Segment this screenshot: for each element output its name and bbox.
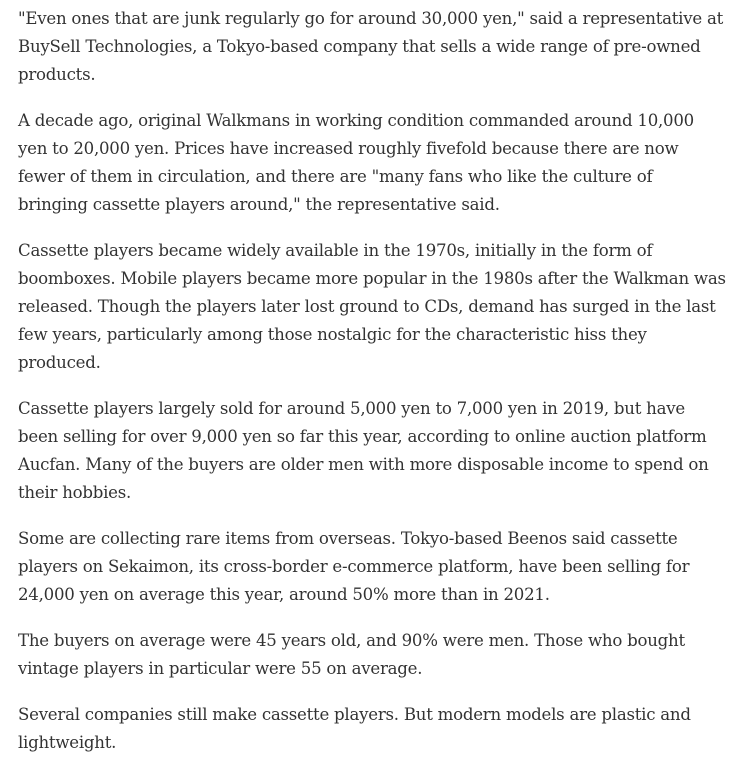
paragraph-modern-models: Several companies still make cassette players. But modern models are plastic and lightweight.	[18, 705, 691, 752]
paragraph-decade-ago: A decade ago, original Walkmans in working condition commanded around 10,000 yen to 20,000 yen. Prices have increased roughly fivefold because there are now fewer of them in circulation, and there are "many fans who like the culture of bringing cassette players around," the representative said.	[18, 111, 694, 214]
paragraph-history: Cassette players became widely available in the 1970s, initially in the form of boomboxes. Mobile players became more popular in the 1980s after the Walkman was released. Though the players later lost ground to CDs, demand has surged in the last few years, particularly among those nostalgic for the characteristic hiss they produced.	[18, 241, 726, 372]
paragraph-2019-prices: Cassette players largely sold for around 5,000 yen to 7,000 yen in 2019, but have been selling for over 9,000 yen so far this year, according to online auction platform Aucfan. Many of the buyers are older men with more disposable income to spend on their hobbies.	[18, 399, 709, 502]
paragraph-overseas: Some are collecting rare items from overseas. Tokyo-based Beenos said cassette players on Sekaimon, its cross-border e-commerce platform, have been selling for 24,000 yen on average this year, around 50% more than in 2021.	[18, 529, 690, 604]
paragraph-junk-price: "Even ones that are junk regularly go for around 30,000 yen," said a representative at BuySell Technologies, a Tokyo-based company that sells a wide range of pre-owned products.	[18, 9, 724, 84]
paragraph-buyer-demographics: The buyers on average were 45 years old, and 90% were men. Those who bought vintage players in particular were 55 on average.	[18, 631, 685, 678]
